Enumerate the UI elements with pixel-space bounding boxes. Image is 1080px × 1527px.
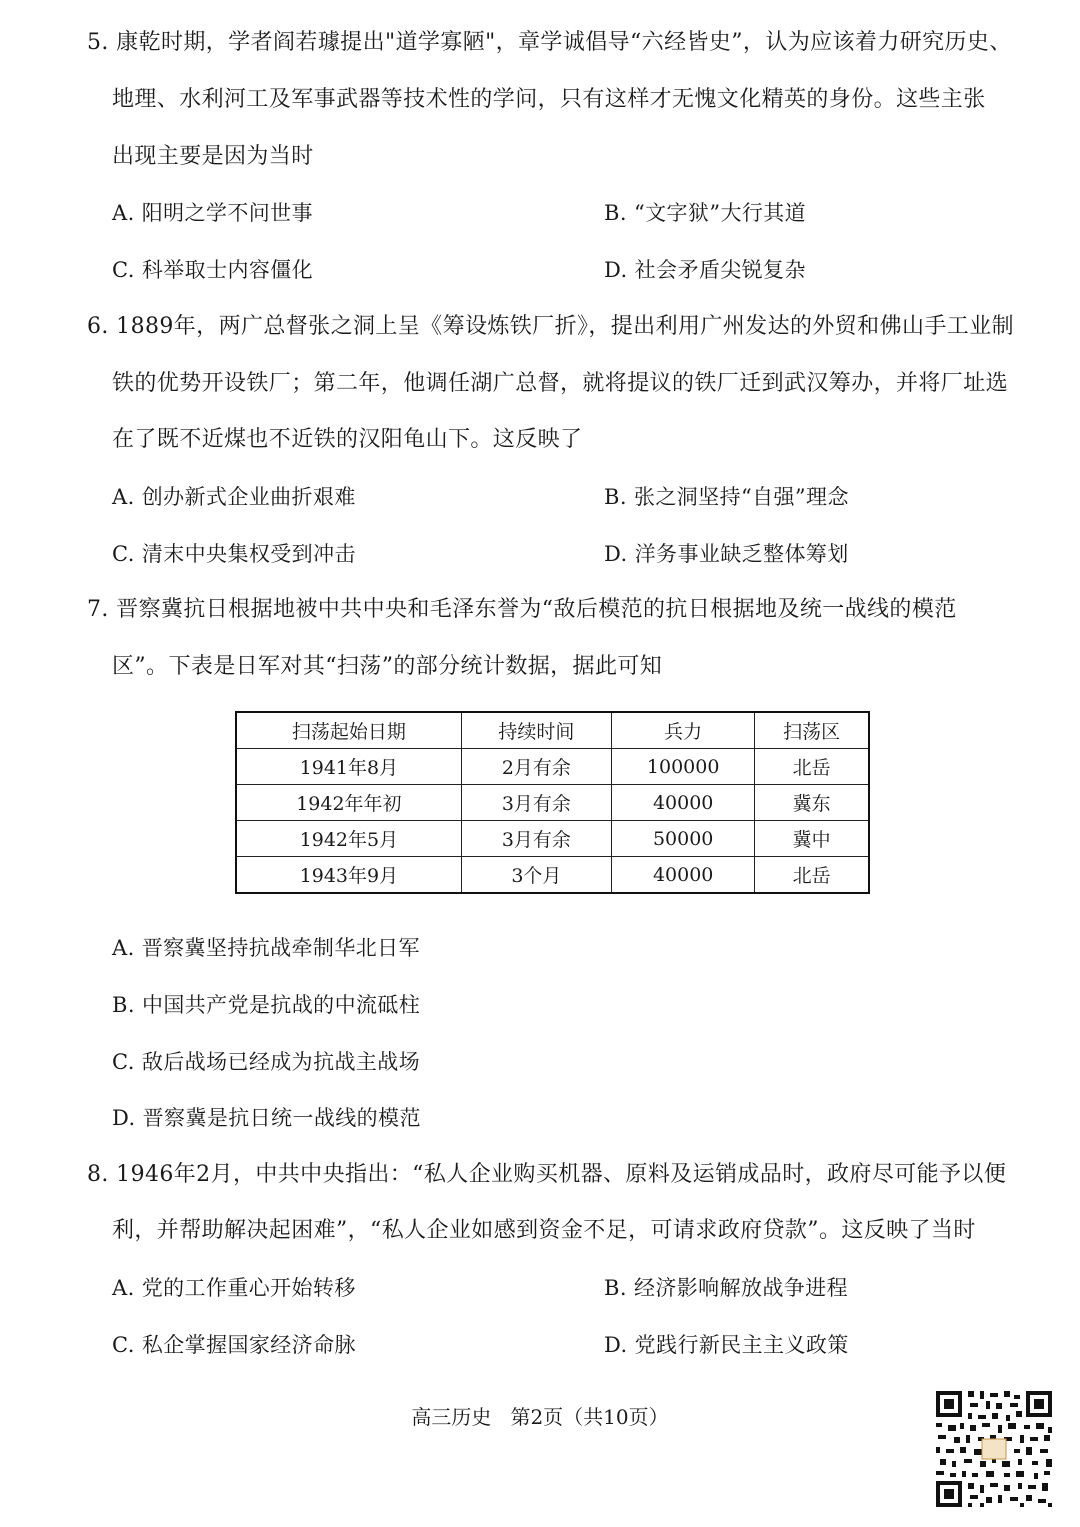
- q6-option-d: D. 洋务事业缺乏整体筹划: [604, 542, 849, 566]
- q8-option-b: B. 经济影响解放战争进程: [604, 1276, 848, 1300]
- q8-stem-line-2: 利，并帮助解决起困难”，“私人企业如感到资金不足，可请求政府贷款”。这反映了当时: [112, 1218, 976, 1243]
- q7-option-b: B. 中国共产党是抗战的中流砥柱: [112, 993, 421, 1017]
- q7-option-a: A. 晋察冀坚持抗战牵制华北日军: [112, 936, 420, 960]
- q6-option-a: A. 创办新式企业曲折艰难: [112, 485, 356, 509]
- table-row: [236, 749, 869, 785]
- q5-stem-line-1: 5. 康乾时期，学者阎若璩提出"道学寡陋"，章学诚倡导“六经皆史”，认为应该着力研究历史、: [87, 30, 1012, 55]
- table-cell: 100000: [611, 749, 754, 785]
- table-header-cell: 扫荡起始日期: [236, 712, 461, 749]
- table-cell: 1942年年初: [236, 785, 461, 821]
- q6-stem-line-3: 在了既不近煤也不近铁的汉阳龟山下。这反映了: [112, 427, 583, 452]
- table-header-row: [236, 712, 869, 749]
- q7-option-d: D. 晋察冀是抗日统一战线的模范: [112, 1106, 421, 1130]
- table-row: [236, 857, 869, 894]
- page-footer: 高三历史 第2页（共10页）: [411, 1405, 669, 1429]
- table-cell: 北岳: [755, 749, 869, 785]
- q7-stem-line-2: 区”。下表是日军对其“扫荡”的部分统计数据，据此可知: [112, 654, 663, 679]
- q8-option-d: D. 党践行新民主主义政策: [604, 1333, 849, 1357]
- table-cell: 3月有余: [461, 821, 611, 857]
- q6-stem-line-2: 铁的优势开设铁厂；第二年，他调任湖广总督，就将提议的铁厂迁到武汉筹办，并将厂址选: [112, 371, 1009, 396]
- q5-option-c: C. 科举取士内容僵化: [112, 258, 314, 282]
- q5-stem-line-3: 出现主要是因为当时: [112, 144, 314, 169]
- q8-option-a: A. 党的工作重心开始转移: [112, 1276, 356, 1300]
- table-cell: 北岳: [755, 857, 869, 894]
- table-row: [236, 785, 869, 821]
- table-cell: 1943年9月: [236, 857, 461, 894]
- q8-stem-line-1: 8. 1946年2月，中共中央指出：“私人企业购买机器、原料及运销成品时，政府尽可能予以便: [87, 1162, 1007, 1187]
- table-cell: 1942年5月: [236, 821, 461, 857]
- table-header-cell: 持续时间: [461, 712, 611, 749]
- table-cell: 40000: [611, 857, 754, 894]
- table-header-cell: 扫荡区: [755, 712, 869, 749]
- qr-code-icon: [934, 1389, 1054, 1509]
- table-cell: 冀中: [755, 821, 869, 857]
- q6-stem-line-1: 6. 1889年，两广总督张之洞上呈《筹设炼铁厂折》，提出利用广州发达的外贸和佛山手工业制: [87, 314, 1014, 339]
- table-cell: 2月有余: [461, 749, 611, 785]
- table-header-cell: 兵力: [611, 712, 754, 749]
- table-cell: 1941年8月: [236, 749, 461, 785]
- q5-option-b: B. “文字狱”大行其道: [604, 201, 807, 225]
- table-row: [236, 821, 869, 857]
- q6-option-b: B. 张之洞坚持“自强”理念: [604, 485, 849, 509]
- sweep-statistics-table: [235, 711, 870, 894]
- q5-stem-line-2: 地理、水利河工及军事武器等技术性的学问，只有这样才无愧文化精英的身份。这些主张: [112, 87, 986, 112]
- table-cell: 冀东: [755, 785, 869, 821]
- table-cell: 3个月: [461, 857, 611, 894]
- table-cell: 3月有余: [461, 785, 611, 821]
- q7-stem-line-1: 7. 晋察冀抗日根据地被中共中央和毛泽东誉为“敌后模范的抗日根据地及统一战线的模范: [87, 597, 957, 622]
- q6-option-c: C. 清末中央集权受到冲击: [112, 542, 356, 566]
- table-cell: 50000: [611, 821, 754, 857]
- q5-option-a: A. 阳明之学不问世事: [112, 201, 313, 225]
- q5-option-d: D. 社会矛盾尖锐复杂: [604, 258, 806, 282]
- q7-option-c: C. 敌后战场已经成为抗战主战场: [112, 1050, 421, 1074]
- q8-option-c: C. 私企掌握国家经济命脉: [112, 1333, 356, 1357]
- table-cell: 40000: [611, 785, 754, 821]
